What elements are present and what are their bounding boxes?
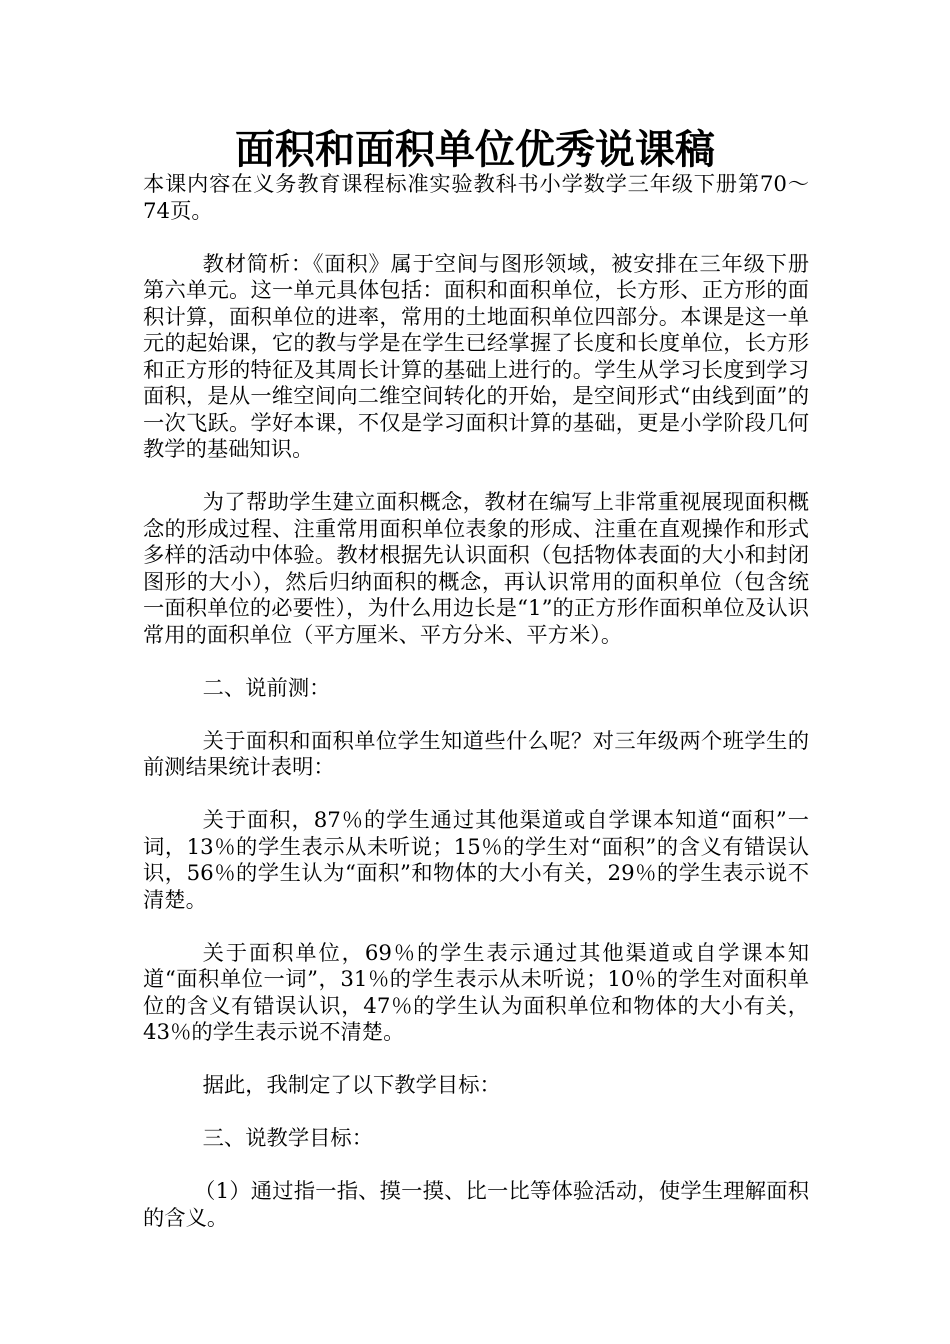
pretest-intro-paragraph: 关于面积和面积单位学生知道些什么呢？对三年级两个班学生的前测结果统计表明： — [143, 728, 809, 780]
intro-paragraph: 本课内容在义务教育课程标准实验教科书小学数学三年级下册第70～74页。 — [143, 172, 809, 224]
section-heading-pretest: 二、说前测： — [202, 675, 331, 701]
document-title: 面积和面积单位优秀说课稿 — [235, 126, 715, 173]
pretest-area-unit-paragraph: 关于面积单位，69％的学生表示通过其他渠道或自学课本知道“面积单位一词”，31％的学生表示从未听说；10％的学生对面积单位的含义有错误认识，47％的学生认为面积单位和物体的大小有关，43％的学生表示说不清楚。 — [143, 940, 809, 1045]
goal-item-1: （1）通过指一指、摸一摸、比一比等体验活动，使学生理解面积的含义。 — [143, 1179, 809, 1231]
textbook-design-paragraph: 为了帮助学生建立面积概念，教材在编写上非常重视展现面积概念的形成过程、注重常用面积单位表象的形成、注重在直观操作和形式多样的活动中体验。教材根据先认识面积（包括物体表面的大小和封闭图形的大小），然后归纳面积的概念，再认识常用的面积单位（包含统一面积单位的必要性），为什么用边长是“1”的正方形作面积单位及认识常用的面积单位（平方厘米、平方分米、平方米）。 — [143, 490, 809, 648]
section-heading-goals: 三、说教学目标： — [202, 1126, 374, 1151]
pretest-area-paragraph: 关于面积，87％的学生通过其他渠道或自学课本知道“面积”一词，13％的学生表示从未听说；15％的学生对“面积”的含义有错误认识，56％的学生认为“面积”和物体的大小有关，29％的学生表示说不清楚。 — [143, 808, 809, 913]
goals-lead-paragraph: 据此，我制定了以下教学目标： — [202, 1073, 501, 1098]
document-body — [143, 172, 809, 1259]
textbook-analysis-paragraph: 教材简析：《面积》属于空间与图形领域，被安排在三年级下册第六单元。这一单元具体包括：面积和面积单位，长方形、正方形的面积计算，面积单位的进率，常用的土地面积单位四部分。本课是这一单元的起始课，它的教与学是在学生已经掌握了长度和长度单位，长方形和正方形的特征及其周长计算的基础上进行的。学生从学习长度到学习面积，是从一维空间向二维空间转化的开始，是空间形式“由线到面”的一次飞跃。学好本课，不仅是学习面积计算的基础，更是小学阶段几何教学的基础知识。 — [143, 251, 809, 462]
